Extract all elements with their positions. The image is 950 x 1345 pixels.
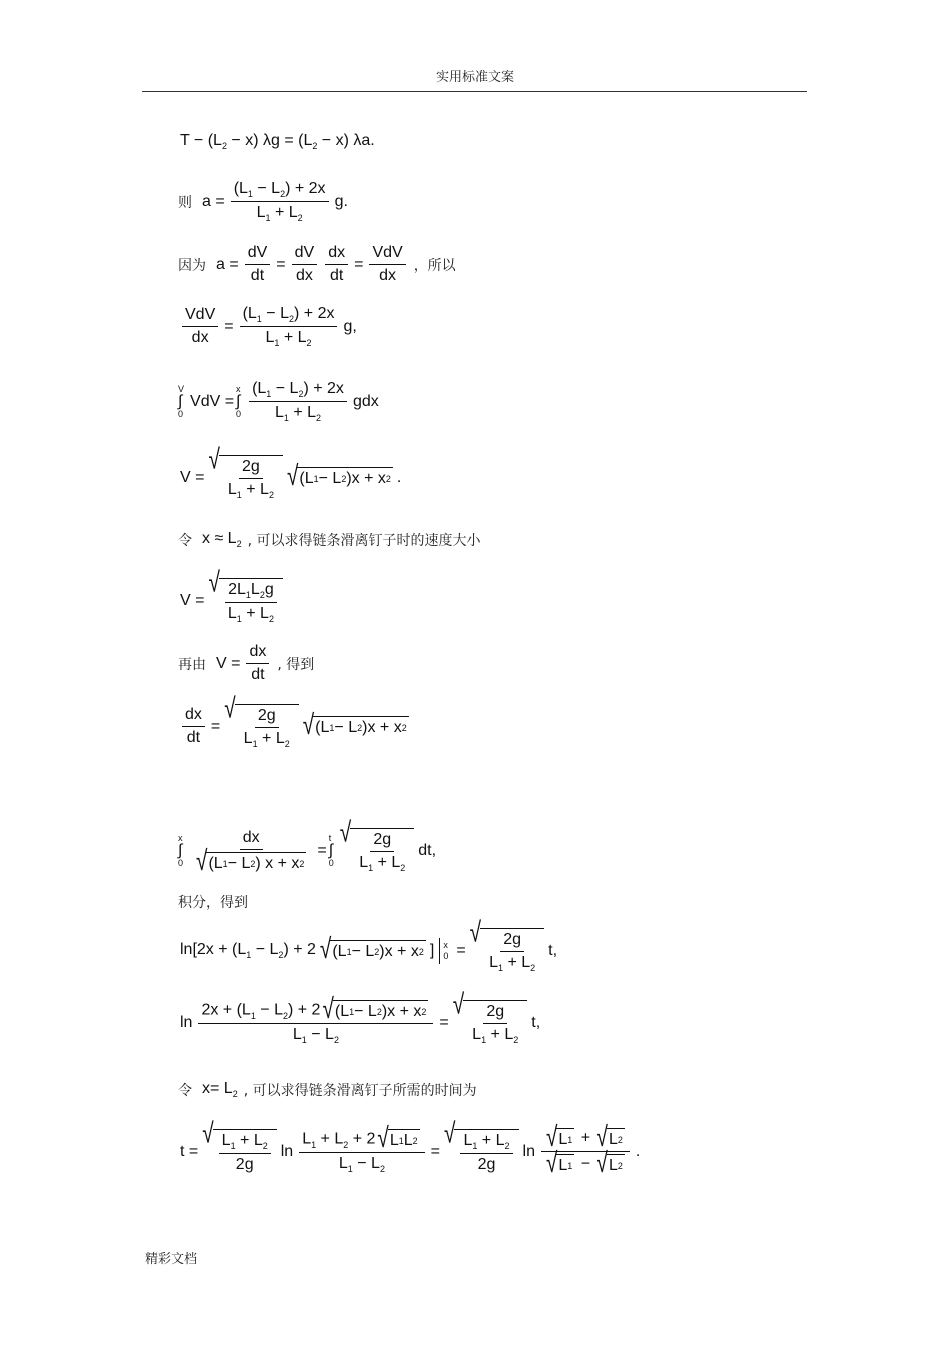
equation-14: ln $2x + (L_1 - L_2) + 2$ √ (L 1 − L 2 )x + x 2 $L_1 - L_2$ = √ $\frac{2g}{L_1 + L_2}$ t, (180, 989, 541, 1046)
equation-10: $\frac{dx}{dt}$ = √ $\frac{2g}{L_1 + L_2}$ √ (L 1 − L 2 )x + x 2 (178, 704, 411, 749)
label-ling-1-tail: , 可以求得链条滑离钉子时的速度大小 (247, 533, 481, 549)
equation-9: 再由 V = $\frac{dx}{dt}$ , 得到 (178, 643, 315, 683)
label-jifen: 积分，得到 (178, 895, 248, 911)
page-header: 实用标准文案 (435, 70, 514, 85)
header-rule (142, 91, 807, 92)
label-ling-2-tail: , 可以求得链条滑离钉子所需的时间为 (243, 1083, 477, 1099)
equation-6: V = √ $\frac{2g}{L_1 + L_2}$ √ (L 1 − L 2 )x + x 2 . (180, 444, 402, 501)
label-ze: 则 (178, 194, 192, 211)
equation-11: x ∫ 0 dx √ (L 1 − L 2 ) x + x 2 = t ∫ 0 √ $\frac{2g}{L_1 + L_2}$ dt, (178, 817, 437, 877)
equation-13: $\ln[2x + (L_1 - L_2) + 2$ √ (L 1 − L 2 )x + x 2 ] x 0 = √ $\frac{2g}{L_1 + L_2}$ t, (180, 917, 558, 974)
equation-1: $T - (L_2 - x) \lambda g = (L_2 - x)$ λa. (180, 132, 375, 152)
label-suoyi: ，所以 (413, 257, 456, 274)
equation-3: 因为 a = $\frac{dV}{dt}$ = $\frac{dV}{dx}$ $\frac{dx}{dt}$ = $\frac{\text{VdV}}{dx}$ ，所以 (178, 244, 456, 284)
label-yinwei: 因为 (178, 257, 206, 274)
equation-4: $\frac{\text{VdV}}{dx}$ = $\frac{(L_1 - L_2) + 2x}{L_1 + L_2}$ g, (178, 305, 359, 348)
equation-5: V ∫ 0 VdV = x ∫ 0 $\frac{(L_1 - L_2) + 2x}{L_1 + L_2}$ gdx (178, 380, 379, 424)
equation-2: 则 a = $\frac{(L_1 - L_2) + 2x}{L_1 + L_2}$ g. (178, 180, 348, 224)
label-ling-1: 令 (178, 533, 192, 549)
text-line-15: 令 $x= L_2$ , 可以求得链条滑离钉子所需的时间为 (178, 1080, 477, 1100)
page-footer: 精彩文档 (145, 1252, 198, 1267)
label-zaiyou: 再由 (178, 656, 206, 673)
equation-16: t = √ $\frac{L_1 + L_2}{2g}$ ln $L_1 + L_2 + 2$ √ L 1 L 2 $L_1 - L_2$ = √ $\frac{L_1 + L_2}{2g}$ ln √ L 1 + √ L 2 √ L 1 − √ L 2 . (180, 1118, 641, 1179)
text-line-7: 令 $x \approx L_2$ , 可以求得链条滑离钉子时的速度大小 (178, 530, 481, 550)
equation-8: V = √ $\frac{2L_1L_2g}{L_1 + L_2}$ (178, 578, 285, 624)
label-ling-2: 令 (178, 1083, 192, 1099)
label-dedao: , 得到 (277, 656, 315, 673)
text-line-12 (178, 892, 256, 912)
